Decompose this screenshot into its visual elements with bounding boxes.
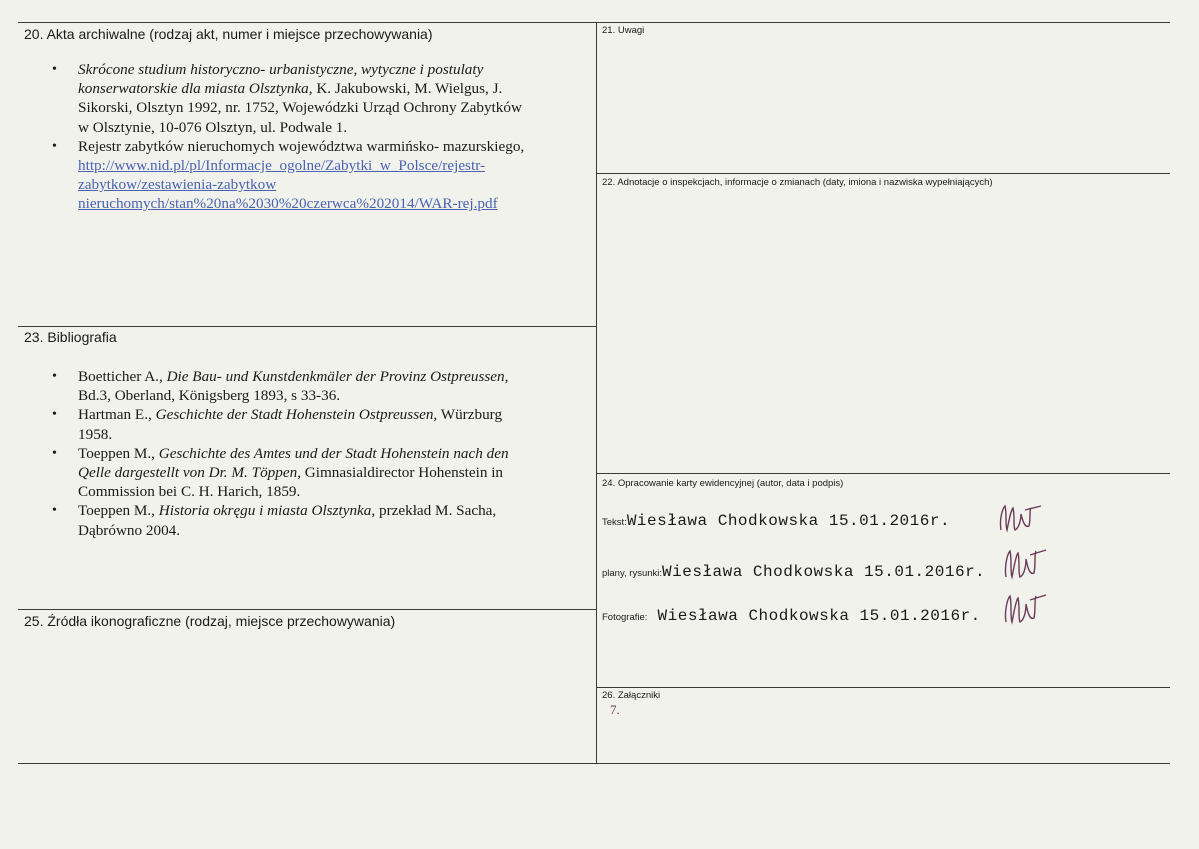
list-item (52, 405, 592, 443)
section-22-title: 22. Adnotacje o inspekcjach, informacje o zmianach (daty, imiona i nazwiska wypełniających) (602, 177, 993, 188)
register-link-line-3[interactable]: nieruchomych/stan%20na%2030%20czerwca%202014/WAR-rej.pdf (78, 195, 498, 213)
divider-22-24 (596, 473, 1170, 474)
section-24-title: 24. Opracowanie karty ewidencyjnej (autor, data i podpis) (602, 478, 844, 489)
tekst-row (602, 512, 950, 530)
register-link-line-1[interactable]: http://www.nid.pl/pl/Informacje_ogolne/Zabytki_w_Polsce/rejestr- (78, 157, 485, 175)
bib-author: Toeppen M., (78, 502, 159, 520)
bib-publication: Dąbrówno 2004. (78, 521, 181, 539)
archive-item-authors: K. Jakubowski, M. Wielgus, J. (312, 80, 503, 98)
register-link-line-2[interactable]: zabytkow/zestawienia-zabytkow (78, 176, 277, 194)
divider-24-26 (596, 687, 1170, 688)
archive-item-title-1: Skrócone studium historyczno- urbanistyczne, wytyczne i postulaty (78, 61, 484, 78)
signature-plany (1000, 545, 1048, 585)
list-item (52, 137, 592, 214)
plany-row (602, 563, 985, 581)
bib-title: Historia okręgu i miasta Olsztynka, (158, 502, 376, 520)
bib-title: Die Bau- und Kunstdenkmäler der Provinz Ostpreussen, (166, 368, 509, 385)
archive-item-title-2: konserwatorskie dla miasta Olsztynka, (78, 80, 313, 98)
center-divider (596, 22, 597, 763)
divider-20-23 (18, 326, 596, 327)
section-26-title: 26. Załączniki (602, 690, 661, 701)
section-20-title: 20. Akta archiwalne (rodzaj akt, numer i miejsce przechowywania) (24, 26, 433, 42)
bib-author: Toeppen M., (78, 444, 159, 462)
list-item (52, 501, 592, 539)
archive-item-address: w Olsztynie, 10-076 Olsztyn, ul. Podwale 1. (78, 118, 348, 136)
section-23-title: 23. Bibliografia (24, 329, 117, 345)
bib-publication: Commission bei C. H. Harich, 1859. (78, 483, 301, 501)
divider-23-25 (18, 609, 596, 610)
divider-21-22 (596, 173, 1170, 174)
list-item (52, 60, 592, 137)
section-20-list (52, 60, 592, 214)
bib-publisher: Gimnasialdirector Hohenstein in (301, 464, 504, 482)
bib-title: Geschichte der Stadt Hohenstein Ostpreussen, (155, 406, 438, 424)
section-21-title: 21. Uwagi (602, 25, 645, 36)
section-25-title: 25. Źródła ikonograficzne (rodzaj, miejsce przechowywania) (24, 613, 396, 629)
plany-value: Wiesława Chodkowska 15.01.2016r. (662, 563, 986, 581)
attachment-mark: 7. (610, 702, 620, 717)
list-item (52, 367, 592, 405)
bibliography-list (52, 367, 592, 540)
bib-title: Geschichte des Amtes und der Stadt Hohenstein nach den (158, 444, 509, 462)
signature-foto (1000, 590, 1048, 630)
plany-label: plany, rysunki: (602, 568, 663, 579)
register-title: Rejestr zabytków nieruchomych województwa warmińsko- mazurskiego, (78, 137, 525, 155)
bib-year: 1958. (78, 425, 113, 443)
signature-tekst (995, 500, 1043, 538)
bib-author: Hartman E., (78, 406, 156, 424)
foto-row (602, 607, 981, 625)
tekst-label: Tekst: (602, 517, 627, 528)
bib-title-cont: Qelle dargestellt von Dr. M. Töppen, (78, 464, 301, 482)
bib-publication: Bd.3, Oberland, Königsberg 1893, s 33-36. (78, 387, 341, 405)
archive-item-publication: Sikorski, Olsztyn 1992, nr. 1752, Wojewódzki Urząd Ochrony Zabytków (78, 99, 522, 117)
foto-value: Wiesława Chodkowska 15.01.2016r. (647, 607, 981, 625)
bib-place: Würzburg (437, 406, 503, 424)
list-item (52, 444, 592, 502)
bib-translator: przekład M. Sacha, (375, 502, 497, 520)
tekst-value: Wiesława Chodkowska 15.01.2016r. (626, 512, 951, 530)
foto-label: Fotografie: (602, 612, 648, 623)
top-border (18, 22, 1170, 23)
bottom-border (18, 763, 1170, 764)
bib-author: Boetticher A., (78, 368, 167, 385)
